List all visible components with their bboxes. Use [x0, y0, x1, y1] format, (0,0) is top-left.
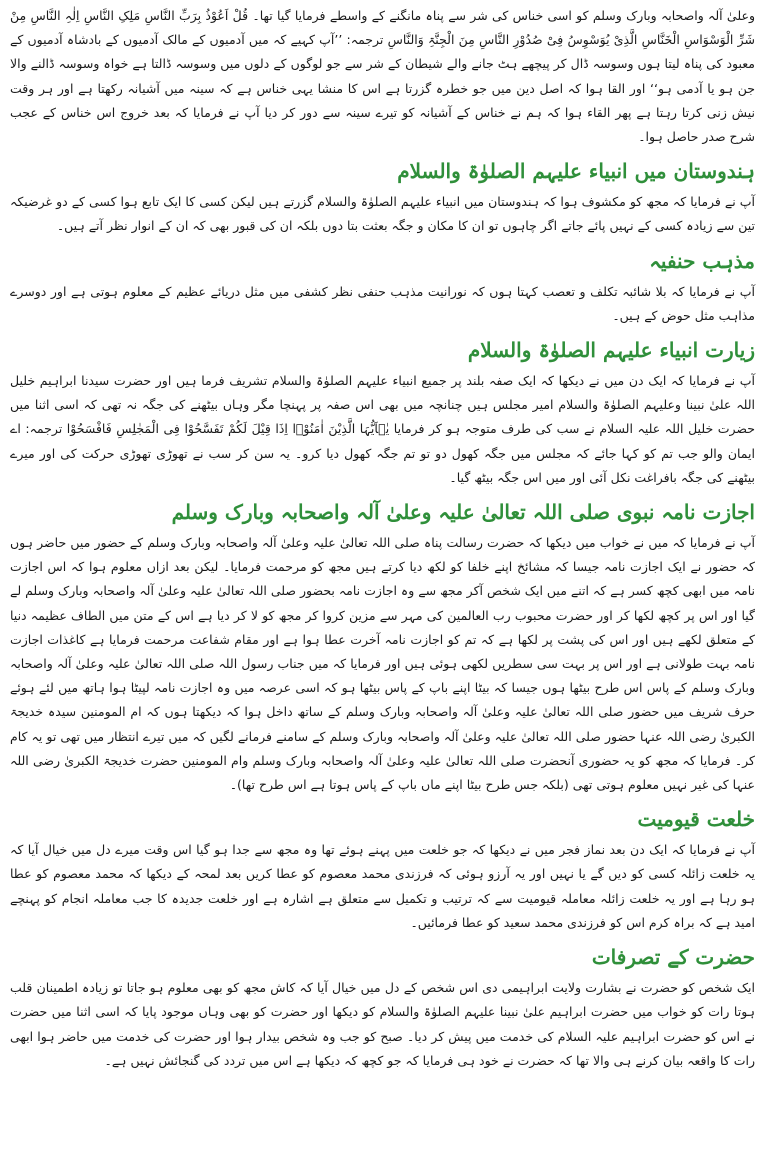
paragraph-hazrat-tasarrufat: ایک شخص کو حضرت نے بشارت ولایت ابراہیمی دی اس شخص کے دل میں خیال آیا کہ کاش مجھ کو بھی معلوم ہو جاتا تو زیادہ اطمینان قلب ہوتا رات کو خواب میں حضرت ابراہیم علیٰ نبینا علیہم الصلوٰۃ والسلام کو دیکھا اور حضرت کو بھی وہاں موجود پایا کہ اسی اثنا میں حضرت نے اس کو حضرت ابراہیم علیہ السلام کی خدمت میں پیش کر دیا۔ صبح کو جب وہ شخص بیدار ہوا اور حضرت کی خدمت میں حاضر ہوا ابھی رات کا واقعہ بیان کرنے ہی والا تھا کہ حضرت نے خود ہی فرمایا کہ جو کچھ کہ دیکھا ہے اس میں تردد کی گنجائش نہیں ہے۔: [10, 980, 755, 1068]
paragraph-prophets-in-hindustan: آپ نے فرمایا کہ مجھ کو مکشوف ہوا کہ ہندوستان میں انبیاء علیہم الصلوٰۃ والسلام گزرتے ہیں لیکن کسی کا ایک تابع ہوا کسی کے دو غرضیکہ تین سے زیادہ کسی کے نہیں پائے جاتے اگر چاہوں تو ان کا مکان و جگہ بعثت بتا دوں بلکہ ان کی قبور بھی کہ ان کے انوار نظر آتے ہیں۔: [10, 194, 755, 234]
paragraph-prophetic-ijazat: آپ نے فرمایا کہ میں نے خواب میں دیکھا کہ حضرت رسالت پناہ صلی اللہ تعالیٰ علیہ وعلیٰ آلہ واصحابہ وبارک وسلم کے حضور میں حاضر ہوں کہ حضور نے ایک اجازت نامہ جیسا کہ مشائخ اپنے خلفا کو لکھ دیا کرتے ہیں مجھ کو مرحمت فرمایا۔ لیکن بعد ازاں معلوم ہوا کہ اس اجازت نامہ میں ابھی کچھ کسر ہے کہ اتنے میں ایک شخص آکر مجھ سے وہ اجازت نامہ بحضور صلی اللہ تعالیٰ علیہ وعلیٰ آلہ واصحابہ وبارک وسلم لے گیا اور اس پر کچھ لکھا کر اور حضرت محبوب رب العالمین کی مہر سے مزین کروا کر مجھ کو لا کر دیا ہے اس کے متن میں الطاف عظیمہ دنیا کے متعلق لکھے ہیں اور اس کی پشت پر لکھا ہے کہ تم کو اجازت نامہ آخرت عطا ہوا ہے اور مقام شفاعت مرحمت فرمایا ہے کاغذات اجازت نامہ بہت طولانی ہے اور اس پر بہت سی سطریں لکھی ہوئی ہیں اور فرمایا کہ میں جناب رسول اللہ صلی اللہ تعالیٰ علیہ وعلیٰ آلہ واصحابہ وبارک وسلم کے پاس اس طرح بیٹھا ہوں جیسا کہ بیٹا اپنے باپ کے پاس بیٹھا ہو کہ اسی عرصہ میں وہ اجازت نامہ لپیٹا ہوا ہاتھ میں لئے ہوئے حرف شریف میں حضور صلی اللہ تعالیٰ علیہ وعلیٰ آلہ واصحابہ وبارک وسلم کے ساتھ داخل ہوا کہ دیکھتا ہوں کہ ام المومنین سیدہ خدیجۃ الکبریٰ رضی اللہ عنہا حضور صلی اللہ تعالیٰ علیہ وعلیٰ آلہ واصحابہ وبارک وسلم کے سامنے فرمانے لگیں کہ میں تیرے انتظار میں تھی تو یہ کام کر۔ فرمایا کہ مجھ کو یہ حضوری آنحضرت صلی اللہ تعالیٰ علیہ وعلیٰ آلہ واصحابہ وبارک وسلم وام المومنین حضرت خدیجۃ الکبریٰ رضی اللہ عنہا کی غیر نہیں معلوم ہوتی تھی (بلکہ جس طرح بیٹا اپنے ماں باپ کے پاس ہوتا ہے اس طرح تھا)۔: [10, 535, 755, 793]
heading-prophetic-ijazat: اجازت نامہ نبوی صلی اللہ تعالیٰ علیہ وعلیٰ آلہ واصحابہ وبارک وسلم: [171, 500, 755, 525]
paragraph-khannas: وعلیٰ آلہ واصحابہ وبارک وسلم کو اسی خناس کی شر سے پناہ مانگنے کے واسطے فرمایا گیا تھا۔ قُلْ اَعُوْذُ بِرَبِّ النَّاسِ مَلِکِ النَّاسِ اِلٰہِ النَّاسِ مِنْ شَرِّ الْوَسْوَاسِ الْخَنَّاسِ الَّذِیْ یُوَسْوِسُ فِیْ صُدُوْرِ النَّاسِ مِنَ الْجِنَّۃِ وَالنَّاسِ ترجمہ: ’’آپ کہیے کہ میں آدمیوں کے مالک آدمیوں کے بادشاہ آدمیوں کے معبود کی پناہ لیتا ہوں وسوسہ ڈال کر پیچھے ہٹ جانے والے شیطان کے شر سے جو لوگوں کے دلوں میں وسوسہ ڈالتا ہے خواہ وسوسہ ڈالنے والا جن ہو یا آدمی ہو‘‘ اور القا ہوا کہ اصل دین میں جو خطرہ گزرتا ہے اس کا منشا یہی خناس ہے کہ سینہ میں آشیانہ رکھتا ہے اور ہر وقت نیش زنی کرتا رہتا ہے پھر القاء ہوا کہ ہم نے خناس کے آشیانہ کو تیرے سینہ سے دور کر دیا آپ نے فرمایا کہ بعد خروج اس خناس کے عجب شرح صدر حاصل ہوا۔: [10, 8, 755, 145]
paragraph-vision-of-prophets: آپ نے فرمایا کہ ایک دن میں نے دیکھا کہ ایک صفہ بلند پر جمیع انبیاء علیہم الصلوٰۃ والسلام تشریف فرما ہیں اور حضرت سیدنا ابراہیم خلیل اللہ علیٰ نبینا وعلیہم الصلوٰۃ والسلام امیر مجلس ہیں چنانچہ میں بھی اس صفہ پر پہنچا مگر وہاں بیٹھنے کی جگہ نہ تھی کہ اسی اثنا میں حضرت خلیل اللہ علیہ السلام نے سب کی طرف متوجہ ہو کر فرمایا یٰۤاَیُّہَا الَّذِیْنَ اٰمَنُوْۤا اِذَا قِیْلَ لَکُمْ تَفَسَّحُوْا فِی الْمَجٰلِسِ فَافْسَحُوْا ترجمہ: اے ایمان والو جب تم کو کہا جائے کہ مجلس میں جگہ کھول دو تو تم جگہ کھول دیا کرو۔ یہ سن کر سب نے تھوڑی تھوڑی حرکت کی اور میرے بیٹھنے کی جگہ بافراغت نکل آئی اور میں اس جگہ بیٹھ گیا۔: [10, 373, 755, 485]
heading-prophets-in-hindustan: ہندوستان میں انبیاء علیہم الصلوٰۃ والسلام: [397, 159, 755, 184]
heading-hazrat-tasarrufat: حضرت کے تصرفات: [591, 945, 755, 970]
heading-vision-of-prophets: زیارت انبیاء علیہم الصلوٰۃ والسلام: [467, 338, 755, 363]
paragraph-robe-of-qayyumiyat: آپ نے فرمایا کہ ایک دن بعد نماز فجر میں نے دیکھا کہ جو خلعت میں پہنے ہوئے تھا وہ مجھ سے جدا ہو گیا اس وقت میرے دل میں خیال آیا کہ یہ خلعت زائلہ کسی کو دیں گے یا نہیں اور یہ آرزو ہوئی کہ فرزندی محمد معصوم کو عطا کریں بعد لمحہ کے دیکھا کہ محمد معصوم کو عطا ہو رہا ہے اور یہ خلعت زائلہ معاملہ قیومیت سے کہ ترتیب و تکمیل سے متعلق ہے اشارہ ہے اور خلعت جدیدہ کا جب معاملہ انجام کو پہنچے امید ہے کہ براہ کرم اس کو فرزندی محمد سعید کو عطا فرمائیں۔: [10, 842, 755, 930]
heading-robe-of-qayyumiyat: خلعت قیومیت: [637, 807, 755, 832]
heading-hanafi-madhhab: مذہب حنفیہ: [649, 248, 755, 273]
paragraph-hanafi-madhhab: آپ نے فرمایا کہ بلا شائبہ تکلف و تعصب کہتا ہوں کہ نورانیت مذہب حنفی نظر کشفی میں مثل دریائے عظیم کے معلوم ہوتی ہے اور دوسرے مذاہب مثل حوض کے ہیں۔: [10, 283, 755, 323]
